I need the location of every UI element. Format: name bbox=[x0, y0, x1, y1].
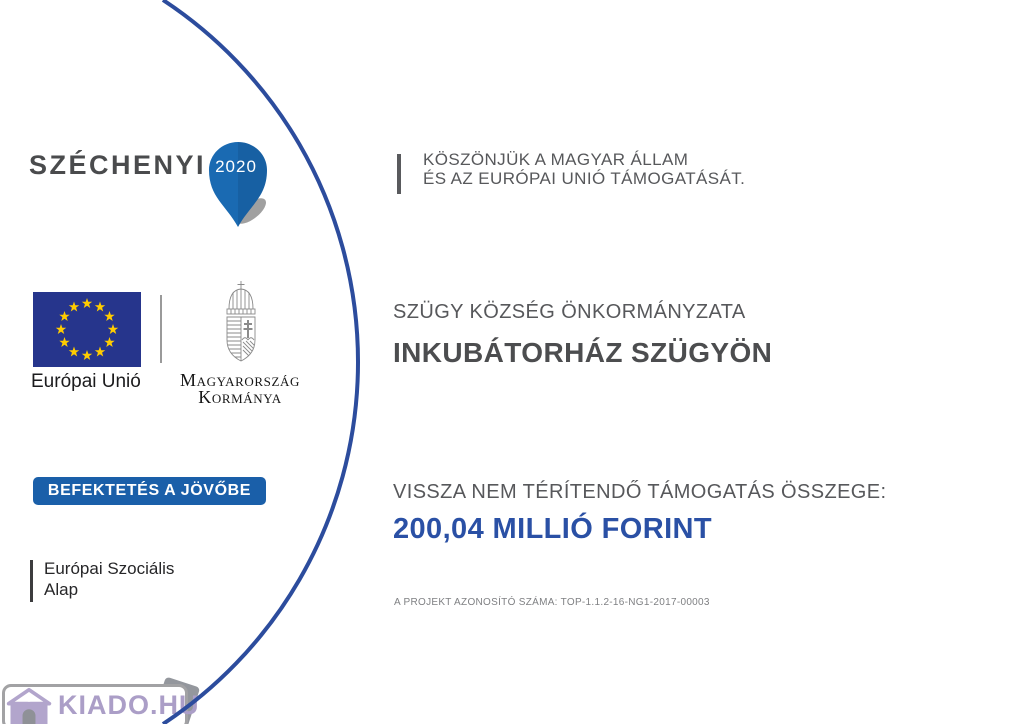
fund-line-1: Európai Szociális bbox=[44, 559, 175, 578]
szechenyi-wordmark: SZÉCHENYI bbox=[29, 150, 207, 180]
support-amount-label: VISSZA NEM TÉRÍTENDŐ TÁMOGATÁS ÖSSZEGE: bbox=[393, 481, 887, 503]
watermark-label: KIADO.HU bbox=[58, 690, 200, 720]
project-id: A PROJEKT AZONOSÍTÓ SZÁMA: TOP-1.1.2-16-NG1-2017-00003 bbox=[394, 597, 710, 608]
government-line-1: Magyarország bbox=[180, 370, 300, 390]
project-title: INKUBÁTORHÁZ SZÜGYÖN bbox=[393, 337, 773, 368]
investment-badge-label: BEFEKTETÉS A JÖVŐBE bbox=[47, 482, 252, 499]
thanks-text bbox=[423, 150, 745, 188]
location-pin-icon bbox=[205, 139, 271, 229]
pin-year-label: 2020 bbox=[215, 157, 257, 176]
logo-divider-line bbox=[160, 295, 162, 363]
house-icon bbox=[6, 687, 52, 724]
eu-flag-label: Európai Unió bbox=[31, 371, 141, 392]
fund-divider-bar bbox=[30, 560, 33, 602]
thanks-divider-bar bbox=[397, 154, 401, 194]
eu-flag-icon bbox=[33, 292, 141, 367]
support-amount-value: 200,04 MILLIÓ FORINT bbox=[393, 513, 712, 545]
government-label bbox=[164, 372, 316, 406]
investment-badge bbox=[33, 477, 266, 505]
fund-label bbox=[44, 558, 174, 600]
thanks-line-2: ÉS AZ EURÓPAI UNIÓ TÁMOGATÁSÁT. bbox=[423, 169, 746, 188]
fund-line-2: Alap bbox=[44, 580, 79, 599]
hungary-coat-of-arms-icon bbox=[219, 280, 263, 368]
thanks-line-1: KÖSZÖNJÜK A MAGYAR ÁLLAM bbox=[423, 150, 689, 169]
government-line-2: Kormánya bbox=[198, 387, 282, 407]
beneficiary-name: SZÜGY KÖZSÉG ÖNKORMÁNYZATA bbox=[393, 301, 746, 323]
